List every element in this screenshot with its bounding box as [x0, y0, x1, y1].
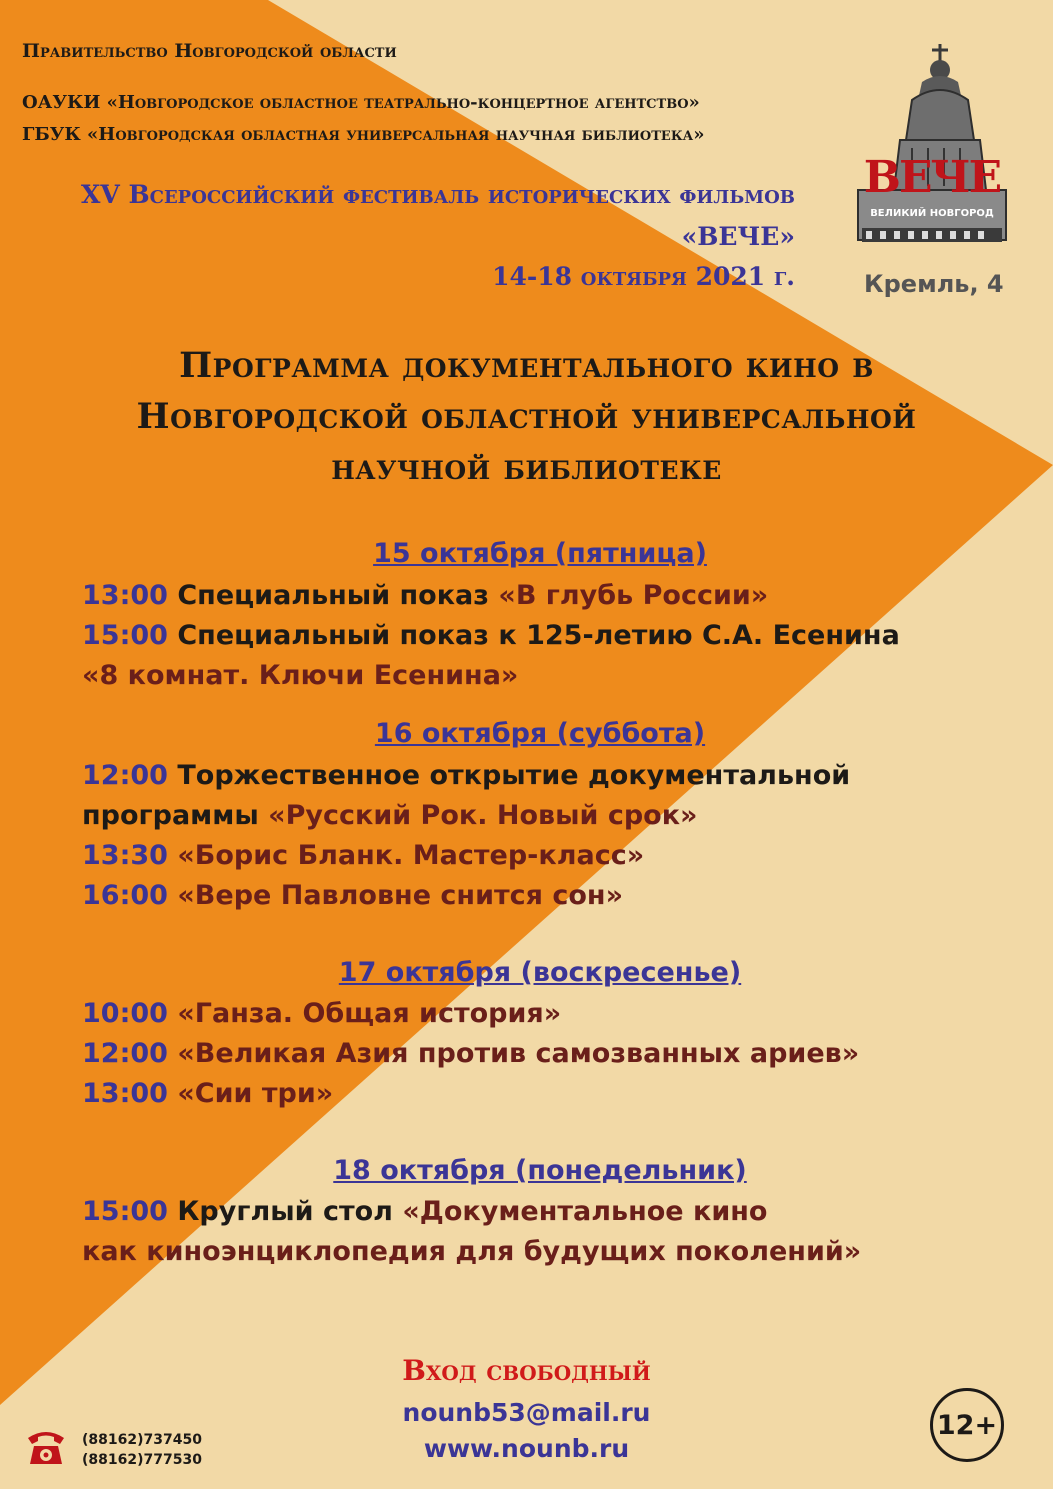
- organizer-library: ГБУК «Новгородская областная универсальная научная библиотека»: [22, 124, 705, 145]
- phone-icon: [24, 1424, 68, 1472]
- logo-caption: ВЕЛИКИЙ НОВГОРОД: [870, 208, 994, 219]
- program-title-line-1: Программа документального кино в: [179, 345, 874, 386]
- day-heading-16: 16 октября (суббота): [374, 718, 706, 749]
- program-title-line-3: научной библиотеке: [331, 447, 722, 488]
- organizer-agency: ОАУКИ «Новгородское областное театрально-концертное агентство»: [22, 92, 700, 113]
- veche-logo: [852, 40, 1012, 255]
- schedule-line: 13:30 «Борис Бланк. Мастер-класс»: [82, 840, 645, 871]
- logo-word: ВЕЧЕ: [863, 152, 1001, 203]
- program-title-line-2: Новгородской областной универсальной: [136, 396, 917, 437]
- schedule-line: «8 комнат. Ключи Есенина»: [82, 660, 519, 691]
- day-heading-15: 15 октября (пятница): [373, 538, 707, 569]
- festival-title: «ВЕЧЕ»: [681, 222, 795, 251]
- schedule-line: 13:00 Специальный показ «В глубь России»: [82, 580, 769, 611]
- schedule-line: 13:00 «Сии три»: [82, 1078, 334, 1109]
- age-rating-badge: 12+: [930, 1388, 1004, 1462]
- day-heading-17: 17 октября (воскресенье): [338, 957, 742, 988]
- schedule-line: 12:00 Торжественное открытие документальной: [82, 760, 851, 791]
- schedule-line: программы «Русский Рок. Новый срок»: [82, 800, 698, 831]
- phone-number-1[interactable]: (88162)737450: [82, 1432, 202, 1448]
- schedule-line: 10:00 «Ганза. Общая история»: [82, 998, 562, 1029]
- website-link[interactable]: www.nounb.ru: [423, 1434, 630, 1463]
- festival-dates: 14-18 октября 2021 г.: [492, 262, 795, 291]
- organizer-government: Правительство Новгородской области: [22, 40, 397, 62]
- address: Кремль, 4: [864, 270, 1004, 298]
- festival-name: XV Всероссийский фестиваль исторических фильмов: [81, 180, 795, 209]
- day-heading-18: 18 октября (понедельник): [333, 1155, 747, 1186]
- schedule-line: 15:00 Специальный показ к 125-летию С.А. Есенина: [82, 620, 900, 651]
- free-entry: Вход свободный: [402, 1354, 651, 1387]
- schedule-line: 15:00 Круглый стол «Документальное кино: [82, 1196, 768, 1227]
- schedule-line: 12:00 «Великая Азия против самозванных ариев»: [82, 1038, 860, 1069]
- phone-number-2[interactable]: (88162)777530: [82, 1452, 202, 1468]
- schedule-line: как киноэнциклопедия для будущих поколений»: [82, 1236, 862, 1267]
- program-title: [60, 340, 993, 493]
- schedule-line: 16:00 «Вере Павловне снится сон»: [82, 880, 624, 911]
- email-link[interactable]: nounb53@mail.ru: [402, 1398, 651, 1427]
- millennium-monument-icon: [852, 40, 1012, 255]
